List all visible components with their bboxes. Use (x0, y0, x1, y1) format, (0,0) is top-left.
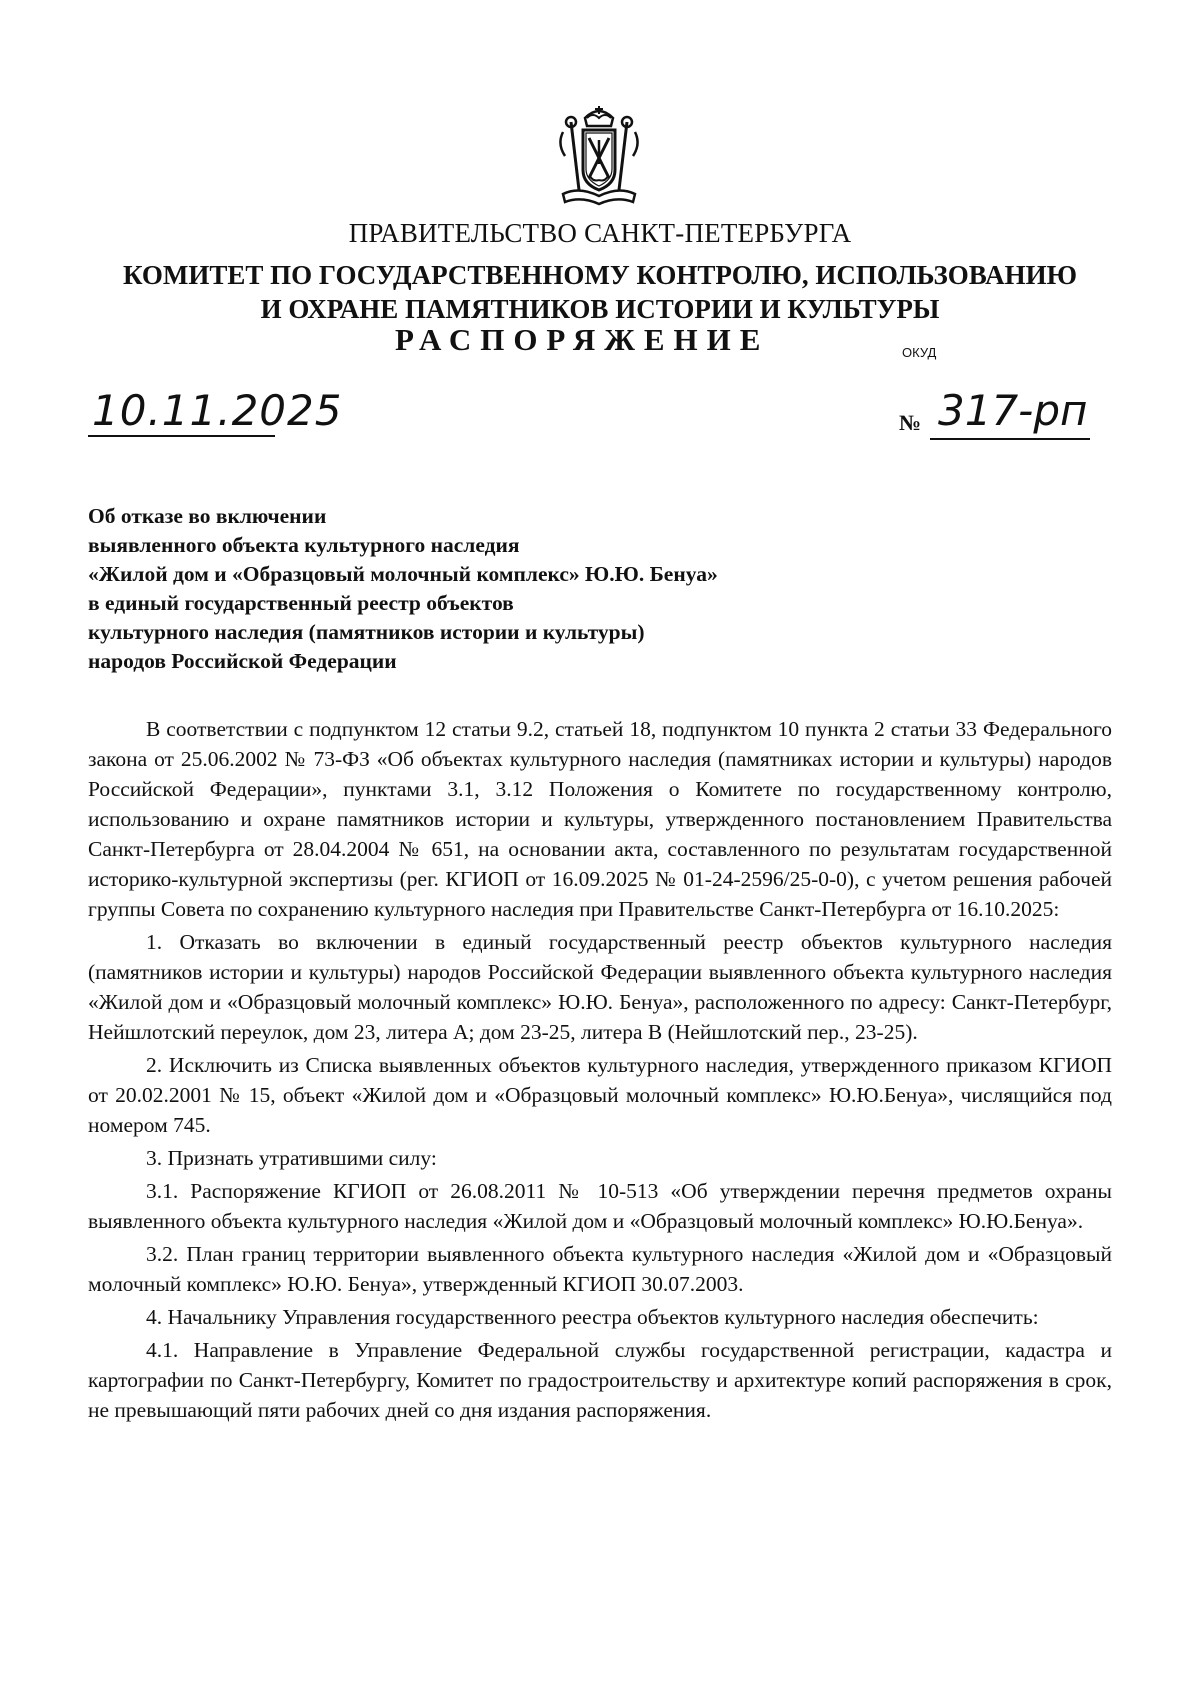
subject-line: в единый государственный реестр объектов (88, 591, 514, 615)
subject-line: культурного наследия (памятников истории и культуры) (88, 620, 645, 644)
subject-line: «Жилой дом и «Образцовый молочный комплекс» Ю.Ю. Бенуа» (88, 562, 718, 586)
clause-3-2: 3.2. План границ территории выявленного объекта культурного наследия «Жилой дом и «Образцовый молочный комплекс» Ю.Ю. Бенуа», утвержденный КГИОП 30.07.2003. (88, 1242, 1112, 1296)
document-body (88, 714, 1112, 1428)
coat-of-arms-emblem (549, 104, 649, 210)
government-title: ПРАВИТЕЛЬСТВО САНКТ-ПЕТЕРБУРГА (348, 218, 852, 248)
clause-3: 3. Признать утратившими силу: (146, 1146, 437, 1170)
preamble-paragraph: В соответствии с подпунктом 12 статьи 9.2, статьей 18, подпунктом 10 пункта 2 статьи 33 Федерального закона от 25.06.2002 № 73-ФЗ «Об объектах культурного наследия (памятниках истории и культуры) народов Российской Федерации», пунктами 3.1, 3.12 Положения о Комитете по государственному контролю, использованию и охране памятников истории и культуры, утвержденного постановлением Правительства Санкт-Петербурга от 28.04.2004 № 651, на основании акта, составленного по результатам государственной историко-культурной экспертизы (рег. КГИОП от 16.09.2025 № 01-24-2596/25-0-0), с учетом решения рабочей группы Совета по сохранению культурного наследия при Правительстве Санкт-Петербурга от 16.10.2025: (88, 717, 1112, 921)
subject-line: народов Российской Федерации (88, 649, 397, 673)
date-underline (88, 435, 275, 437)
number-underline (930, 438, 1090, 440)
clause-1: 1. Отказать во включении в единый государственный реестр объектов культурного наследия (памятников истории и культуры) народов Российской Федерации выявленного объекта культурного наследия «Жилой дом и «Образцовый молочный комплекс» Ю.Ю. Бенуа», расположенного по адресу: Санкт-Петербург, Нейшлотский переулок, дом 23, литера А; дом 23-25, литера В (Нейшлотский пер., 23-25). (88, 930, 1112, 1044)
okud-label: ОКУД (902, 345, 937, 360)
document-subject (88, 502, 908, 676)
committee-name (0, 258, 1200, 326)
subject-line: Об отказе во включении (88, 504, 327, 528)
document-number: 317-рп (938, 386, 1088, 435)
clause-4-1: 4.1. Направление в Управление Федеральной службы государственной регистрации, кадастра и картографии по Санкт-Петербургу, Комитет по градостроительству и архитектуре копий распоряжения в срок, не превышающий пяти рабочих дней со дня издания распоряжения. (88, 1338, 1112, 1422)
document-type-heading: РАСПОРЯЖЕНИЕ (395, 322, 770, 357)
number-sign: № (899, 410, 922, 435)
document-date: 10.11.2025 (92, 386, 343, 435)
committee-line-1: КОМИТЕТ ПО ГОСУДАРСТВЕННОМУ КОНТРОЛЮ, ИСПОЛЬЗОВАНИЮ (123, 260, 1077, 290)
clause-2: 2. Исключить из Списка выявленных объектов культурного наследия, утвержденного приказом КГИОП от 20.02.2001 № 15, объект «Жилой дом и «Образцовый молочный комплекс» Ю.Ю.Бенуа», числящийся под номером 745. (88, 1053, 1112, 1137)
clause-4: 4. Начальнику Управления государственного реестра объектов культурного наследия обеспечить: (146, 1305, 1039, 1329)
subject-line: выявленного объекта культурного наследия (88, 533, 520, 557)
committee-line-2: И ОХРАНЕ ПАМЯТНИКОВ ИСТОРИИ И КУЛЬТУРЫ (260, 294, 940, 324)
clause-3-1: 3.1. Распоряжение КГИОП от 26.08.2011 № 10-513 «Об утверждении перечня предметов охраны выявленного объекта культурного наследия «Жилой дом и «Образцовый молочный комплекс» Ю.Ю.Бенуа». (88, 1179, 1112, 1233)
